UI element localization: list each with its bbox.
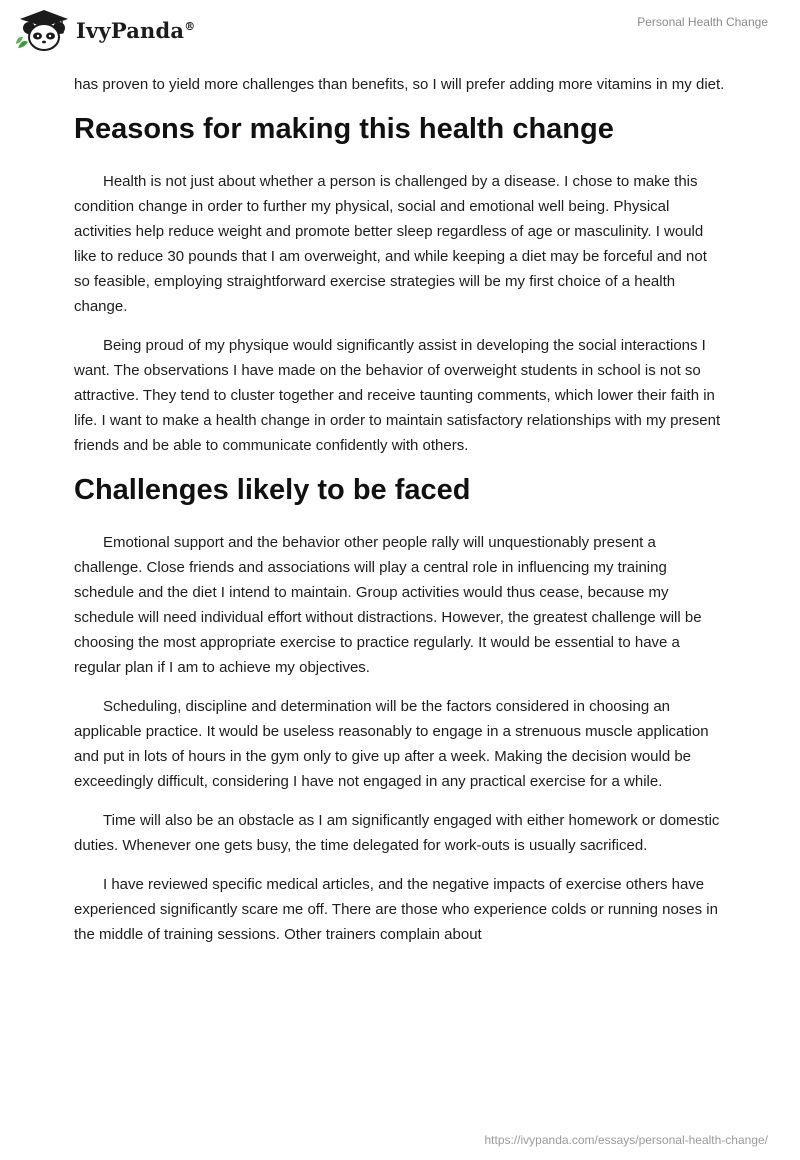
panda-graduate-icon <box>14 8 74 52</box>
section-heading-reasons: Reasons for making this health change <box>74 113 614 145</box>
section-heading-challenges: Challenges likely to be faced <box>74 474 471 506</box>
paragraph: Scheduling, discipline and determination will be the factors considered in choosing an applicable practice. It would be useless reasonably to engage in a strenuous muscle application and put in lots of hours in the gym only to give up after a week. Making the decision would be exceedingly difficult, considering I have not engaged in any practical exercise for a while. <box>74 698 709 790</box>
source-url[interactable]: https://ivypanda.com/essays/personal-health-change/ <box>484 1133 768 1147</box>
paragraph: Being proud of my physique would significantly assist in developing the social interactions I want. The observations I have made on the behavior of overweight students in school is not so attractive. They tend to cluster together and receive taunting comments, which lower their faith in life. I want to make a health change in order to maintain satisfactory relationships with my present friends and be able to communicate confidently with others. <box>74 337 721 454</box>
paragraph: Time will also be an obstacle as I am significantly engaged with either homework or domestic duties. Whenever one gets busy, the time delegated for work-outs is usually sacrificed. <box>74 812 720 854</box>
paragraph: I have reviewed specific medical articles, and the negative impacts of exercise others have experienced significantly scare me off. There are those who experience colds or running noses in the middle of training sessions. Other trainers complain about <box>74 876 718 943</box>
brand-logo[interactable] <box>14 8 195 52</box>
paragraph: Emotional support and the behavior other people rally will unquestionably present a challenge. Close friends and associations will play a central role in influencing my training schedule and the diet I intend to maintain. Group activities would thus cease, because my schedule will need individual effort without distractions. However, the greatest challenge will be choosing the most appropriate exercise to practice regularly. It would be essential to have a regular plan if I am to achieve my objectives. <box>74 534 702 676</box>
intro-paragraph: has proven to yield more challenges than benefits, so I will prefer adding more vitamins in my diet. <box>74 76 725 93</box>
page-header <box>0 0 800 60</box>
brand-name: IvyPanda® <box>76 17 196 43</box>
essay-body <box>74 72 726 961</box>
paragraph: Health is not just about whether a person is challenged by a disease. I chose to make this condition change in order to further my physical, social and emotional well being. Physical activities help reduce weight and promote better sleep regardless of age or masculinity. I would like to reduce 30 pounds that I am overweight, and while keeping a diet may be forceful and not so feasible, employing straightforward exercise strategies will be my first choice of a health change. <box>74 173 707 315</box>
page-title: Personal Health Change <box>637 15 768 29</box>
